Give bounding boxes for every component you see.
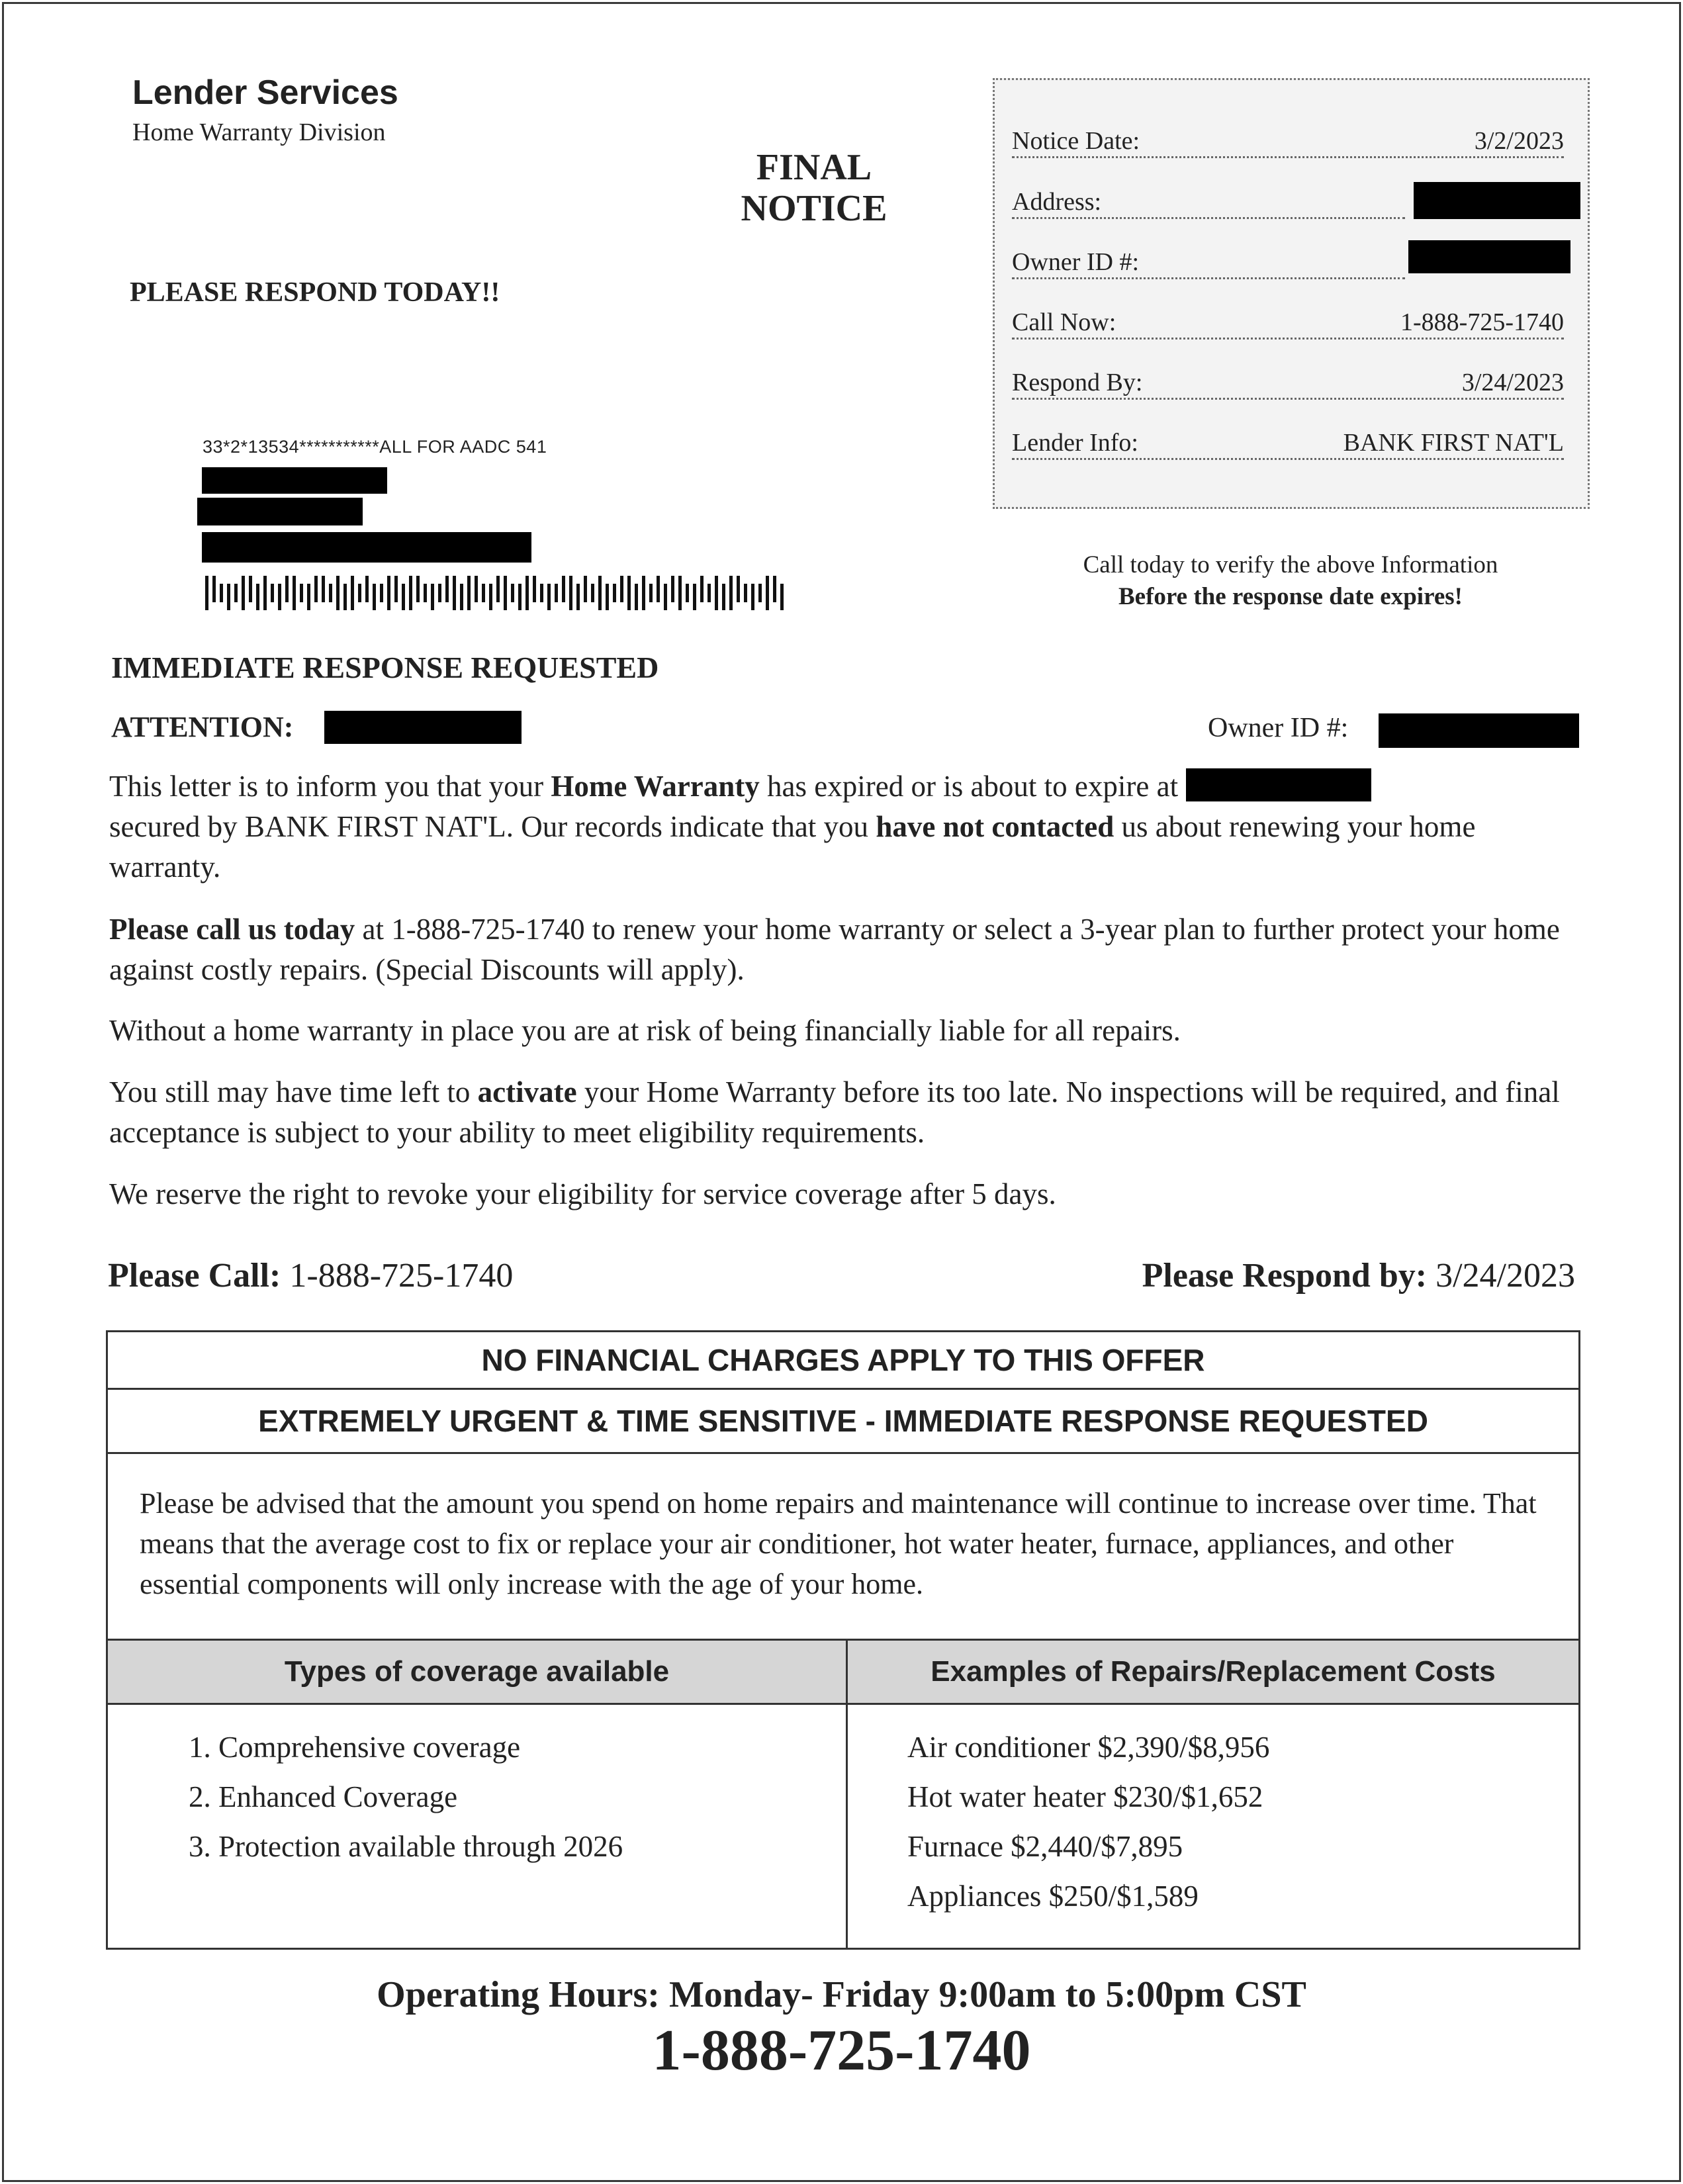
info-row-lender-info bbox=[1012, 428, 1564, 468]
info-value: BANK FIRST NAT'L bbox=[1341, 428, 1564, 457]
company-name: Lender Services bbox=[132, 73, 398, 112]
barcode-bar bbox=[402, 584, 405, 610]
paragraph-risk: Without a home warranty in place you are at risk of being financially liable for all repairs. bbox=[109, 1014, 1181, 1047]
info-row-respond-by bbox=[1012, 368, 1564, 408]
barcode-bar bbox=[766, 576, 769, 610]
barcode-bar bbox=[627, 576, 631, 610]
barcode-bar bbox=[358, 584, 361, 602]
footer-phone: 1-888-725-1740 bbox=[652, 2019, 1031, 2083]
cost-item: Furnace $2,440/$7,895 bbox=[907, 1830, 1183, 1863]
barcode-bar bbox=[424, 584, 427, 602]
notice-title bbox=[702, 147, 927, 229]
attention-label: ATTENTION: bbox=[111, 711, 294, 743]
please-call-phone: 1-888-725-1740 bbox=[289, 1257, 514, 1295]
barcode-bar bbox=[249, 576, 252, 602]
barcode-bar bbox=[329, 584, 332, 602]
barcode-bar bbox=[234, 584, 238, 602]
barcode-bar bbox=[220, 584, 223, 602]
barcode-bar bbox=[256, 584, 259, 610]
barcode-bar bbox=[780, 584, 784, 610]
barcode-bar bbox=[598, 576, 602, 610]
barcode-bar bbox=[693, 584, 696, 610]
cost-item: Air conditioner $2,390/$8,956 bbox=[907, 1731, 1270, 1764]
barcode-bar bbox=[409, 576, 412, 610]
barcode-bar bbox=[657, 576, 660, 602]
barcode-bar bbox=[278, 584, 281, 610]
barcode-bar bbox=[343, 584, 347, 610]
redaction-owner-id-body bbox=[1379, 713, 1579, 748]
info-label: Respond By: bbox=[1012, 368, 1145, 397]
barcode-bar bbox=[729, 576, 733, 610]
offer-row-no-charges: NO FINANCIAL CHARGES APPLY TO THIS OFFER bbox=[108, 1332, 1578, 1390]
barcode-bar bbox=[489, 584, 492, 610]
paragraph-revoke: We reserve the right to revoke your eligibility for service coverage after 5 days. bbox=[109, 1177, 1056, 1210]
barcode-bar bbox=[336, 576, 340, 610]
barcode-bar bbox=[460, 584, 463, 610]
p2-text: at 1-888-725-1740 to renew your home warranty or select a 3-year plan to further protect your home against costly repairs. (Special Discounts will apply). bbox=[109, 913, 1560, 986]
leader-dots bbox=[1012, 217, 1405, 219]
barcode-bar bbox=[482, 584, 485, 602]
operating-hours: Operating Hours: Monday- Friday 9:00am to 5:00pm CST bbox=[377, 1974, 1306, 2015]
owner-id-label: Owner ID #: bbox=[1208, 713, 1349, 743]
info-value: 3/2/2023 bbox=[1472, 126, 1564, 156]
redaction-address bbox=[1414, 182, 1580, 219]
barcode-bar bbox=[584, 576, 587, 602]
please-call-line bbox=[108, 1256, 513, 1295]
coverage-header-row bbox=[108, 1639, 1578, 1705]
barcode-bar bbox=[511, 584, 514, 602]
barcode-bar bbox=[613, 584, 616, 602]
barcode-bar bbox=[227, 584, 230, 610]
barcode-bar bbox=[642, 576, 645, 610]
barcode-bar bbox=[445, 576, 449, 602]
barcode-bar bbox=[373, 584, 376, 610]
barcode-bar bbox=[285, 576, 289, 602]
barcode-bar bbox=[271, 584, 274, 602]
repair-costs-list bbox=[907, 1723, 1269, 1921]
leader-dots bbox=[1012, 398, 1564, 400]
paragraph-call bbox=[109, 909, 1585, 990]
info-label: Notice Date: bbox=[1012, 126, 1142, 156]
barcode-bar bbox=[205, 576, 208, 610]
redaction-property bbox=[1186, 768, 1371, 801]
info-label: Call Now: bbox=[1012, 308, 1118, 337]
barcode-bar bbox=[744, 584, 747, 602]
notice-info-box bbox=[993, 78, 1590, 509]
barcode-bar bbox=[707, 584, 711, 602]
barcode-bar bbox=[387, 576, 390, 610]
leader-dots bbox=[1012, 277, 1405, 279]
info-label: Owner ID #: bbox=[1012, 248, 1142, 277]
notice-title-line1: FINAL bbox=[756, 147, 872, 188]
paragraph-activate bbox=[109, 1072, 1585, 1153]
barcode-bar bbox=[533, 576, 536, 602]
barcode-bar bbox=[242, 576, 245, 610]
postal-barcode bbox=[204, 574, 799, 612]
offer-row-urgent: EXTREMELY URGENT & TIME SENSITIVE - IMMEDIATE RESPONSE REQUESTED bbox=[108, 1390, 1578, 1454]
mail-sort-code: 33*2*13534***********ALL FOR AADC 541 bbox=[203, 437, 547, 457]
p1-bold-not-contacted: have not contacted bbox=[876, 810, 1114, 843]
p1-text-f: us about renewing your home warranty. bbox=[109, 810, 1476, 884]
barcode-bar bbox=[314, 576, 318, 602]
offer-table bbox=[106, 1330, 1580, 1950]
info-value: 3/24/2023 bbox=[1459, 368, 1564, 397]
p4-text-a: You still may have time left to bbox=[109, 1075, 478, 1109]
please-call-label: Please Call: bbox=[108, 1257, 281, 1295]
barcode-bar bbox=[606, 584, 609, 610]
barcode-bar bbox=[686, 584, 689, 602]
barcode-bar bbox=[453, 576, 456, 610]
barcode-bar bbox=[576, 584, 580, 610]
coverage-types-header: Types of coverage available bbox=[284, 1655, 670, 1688]
barcode-bar bbox=[649, 584, 653, 602]
verify-line2: Before the response date expires! bbox=[1118, 583, 1463, 610]
barcode-bar bbox=[722, 584, 725, 610]
barcode-bar bbox=[365, 576, 369, 602]
p1-text-d: secured by BANK FIRST NAT'L. Our records indicate that you bbox=[109, 810, 876, 843]
info-row-notice-date bbox=[1012, 126, 1564, 166]
barcode-bar bbox=[380, 584, 383, 602]
barcode-bar bbox=[212, 576, 216, 602]
coverage-item: 2. Enhanced Coverage bbox=[189, 1780, 458, 1813]
p4-bold-activate: activate bbox=[477, 1075, 577, 1109]
barcode-bar bbox=[562, 576, 565, 602]
leader-dots bbox=[1012, 156, 1564, 158]
p1-text-a: This letter is to inform you that your bbox=[109, 770, 551, 803]
info-value: 1-888-725-1740 bbox=[1398, 308, 1564, 337]
leader-dots bbox=[1012, 458, 1564, 460]
respond-by-date: 3/24/2023 bbox=[1435, 1257, 1575, 1295]
cost-item: Hot water heater $230/$1,652 bbox=[907, 1780, 1263, 1813]
barcode-bar bbox=[737, 576, 740, 602]
barcode-bar bbox=[322, 576, 325, 602]
barcode-bar bbox=[300, 584, 303, 602]
cost-item: Appliances $250/$1,589 bbox=[907, 1880, 1199, 1913]
offer-advisory: Please be advised that the amount you spend on home repairs and maintenance will continue to increase over time. That means that the average cost to fix or replace your air conditioner, hot water heater, furnace, appliances, and other essential components will only increase with the age of your home. bbox=[140, 1487, 1537, 1600]
barcode-bar bbox=[773, 576, 776, 602]
barcode-bar bbox=[620, 576, 623, 602]
barcode-bar bbox=[431, 584, 434, 610]
barcode-bar bbox=[751, 584, 754, 610]
barcode-bar bbox=[307, 584, 310, 610]
coverage-list bbox=[189, 1723, 623, 1872]
barcode-bar bbox=[351, 576, 354, 610]
p2-bold-call-today: Please call us today bbox=[109, 913, 355, 946]
barcode-bar bbox=[635, 584, 638, 610]
barcode-bar bbox=[293, 576, 296, 610]
barcode-bar bbox=[671, 576, 674, 602]
redaction-owner-id bbox=[1408, 240, 1570, 273]
redaction-attention bbox=[324, 711, 522, 744]
barcode-bar bbox=[467, 576, 471, 610]
barcode-bar bbox=[547, 584, 551, 610]
p1-text-c: has expired or is about to expire at bbox=[759, 770, 1179, 803]
coverage-item: 3. Protection available through 2026 bbox=[189, 1830, 623, 1863]
notice-title-line2: NOTICE bbox=[741, 188, 887, 229]
barcode-bar bbox=[438, 584, 441, 602]
barcode-bar bbox=[394, 576, 398, 602]
barcode-bar bbox=[518, 584, 522, 610]
info-label: Lender Info: bbox=[1012, 428, 1141, 457]
letter-heading: IMMEDIATE RESPONSE REQUESTED bbox=[111, 651, 659, 684]
coverage-item: 1. Comprehensive coverage bbox=[189, 1731, 521, 1764]
barcode-bar bbox=[569, 576, 572, 610]
barcode-bar bbox=[700, 576, 704, 602]
barcode-bar bbox=[678, 576, 682, 610]
barcode-bar bbox=[475, 576, 478, 602]
barcode-bar bbox=[540, 584, 543, 602]
paragraph-expiry bbox=[109, 766, 1585, 887]
barcode-bar bbox=[758, 584, 762, 602]
barcode-bar bbox=[555, 584, 558, 602]
respond-by-label: Please Respond by: bbox=[1142, 1257, 1428, 1295]
barcode-bar bbox=[591, 584, 594, 602]
respond-by-line bbox=[1142, 1256, 1575, 1295]
barcode-bar bbox=[496, 576, 500, 602]
barcode-bar bbox=[525, 576, 529, 610]
division-name: Home Warranty Division bbox=[132, 118, 386, 146]
repair-costs-header: Examples of Repairs/Replacement Costs bbox=[931, 1655, 1496, 1688]
leader-dots bbox=[1012, 338, 1564, 340]
barcode-bar bbox=[664, 584, 667, 610]
redaction-name bbox=[202, 467, 387, 494]
p1-bold-home-warranty: Home Warranty bbox=[551, 770, 760, 803]
redaction-street bbox=[197, 498, 363, 525]
verify-line1: Call today to verify the above Information bbox=[1083, 551, 1498, 578]
barcode-bar bbox=[263, 576, 267, 610]
info-row-call-now bbox=[1012, 308, 1564, 347]
respond-today: PLEASE RESPOND TODAY!! bbox=[130, 277, 500, 308]
verify-note bbox=[993, 549, 1588, 613]
column-divider bbox=[846, 1639, 848, 1948]
p4-text-c: your Home Warranty before its too late. No inspections will be required, and final acceptance is subject to your ability to meet eligibility requirements. bbox=[109, 1075, 1560, 1149]
barcode-bar bbox=[416, 576, 420, 602]
barcode-bar bbox=[504, 576, 507, 610]
barcode-bar bbox=[715, 576, 718, 610]
redaction-city bbox=[202, 532, 531, 563]
info-label: Address: bbox=[1012, 187, 1104, 216]
